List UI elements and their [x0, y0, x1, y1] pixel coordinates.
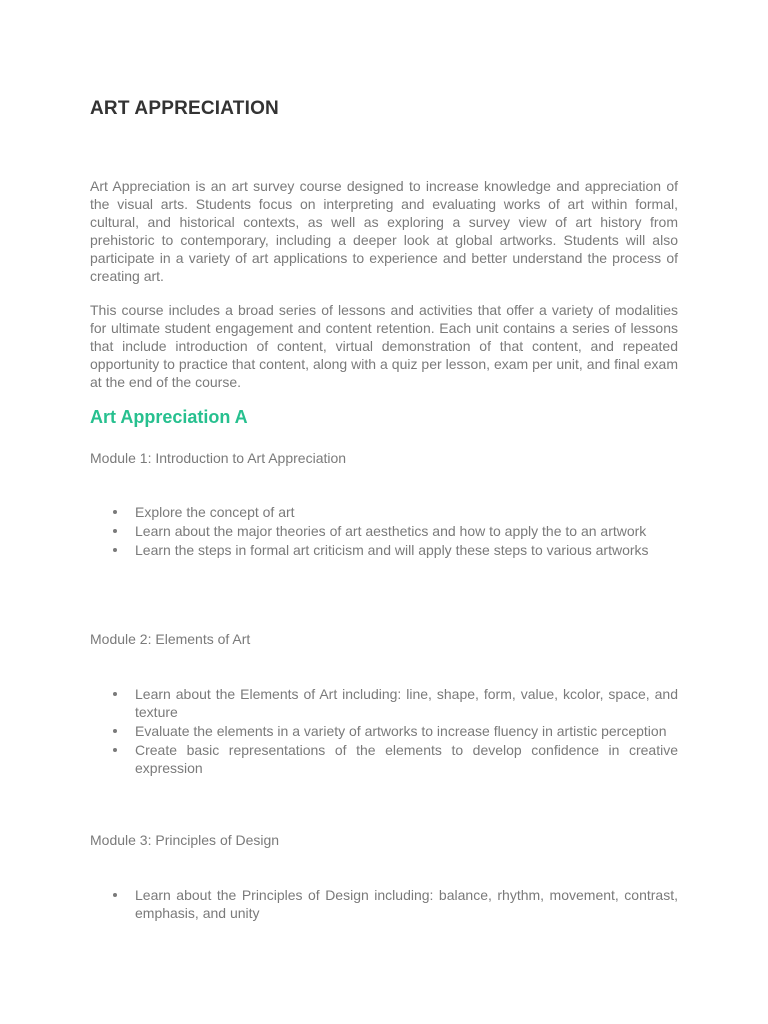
module-2-title: Module 2: Elements of Art	[90, 631, 251, 647]
intro-paragraph: This course includes a broad series of lessons and activities that offer a variety of modalities for ultimate student engagement and content retention. Each unit contains a series of lessons that include introduction of content, virtual demonstration of that content, and repeated opportunity to practice that content, along with a quiz per lesson, exam per unit, and final exam at the end of the course.	[90, 302, 678, 390]
module-1-bullet-list	[135, 503, 678, 560]
section-heading: Art Appreciation A	[90, 407, 248, 427]
list-item: Learn about the major theories of art aesthetics and how to apply the to an artwork	[135, 522, 678, 540]
list-item: Explore the concept of art	[135, 503, 678, 521]
list-item: Create basic representations of the elements to develop confidence in creative expression	[135, 742, 678, 776]
list-item: Learn about the Principles of Design including: balance, rhythm, movement, contrast, emphasis, and unity	[135, 887, 678, 921]
intro-paragraph: Art Appreciation is an art survey course designed to increase knowledge and appreciation of the visual arts. Students focus on interpreting and evaluating works of art within formal, cultural, and historical contexts, as well as exploring a survey view of art history from prehistoric to contemporary, including a deeper look at global artworks. Students will also participate in a variety of art applications to experience and better understand the process of creating art.	[90, 178, 678, 284]
module-3-title: Module 3: Principles of Design	[90, 832, 280, 848]
list-item: Evaluate the elements in a variety of artworks to increase fluency in artistic perception	[135, 722, 678, 740]
module-1-title: Module 1: Introduction to Art Appreciation	[90, 450, 347, 466]
module-2-bullet-list	[135, 685, 678, 778]
list-item: Learn about the Elements of Art including: line, shape, form, value, kcolor, space, and texture	[135, 686, 678, 720]
list-item: Learn the steps in formal art criticism and will apply these steps to various artworks	[135, 541, 678, 559]
module-3-bullet-list	[135, 886, 678, 923]
page-title: ART APPRECIATION	[90, 98, 279, 119]
